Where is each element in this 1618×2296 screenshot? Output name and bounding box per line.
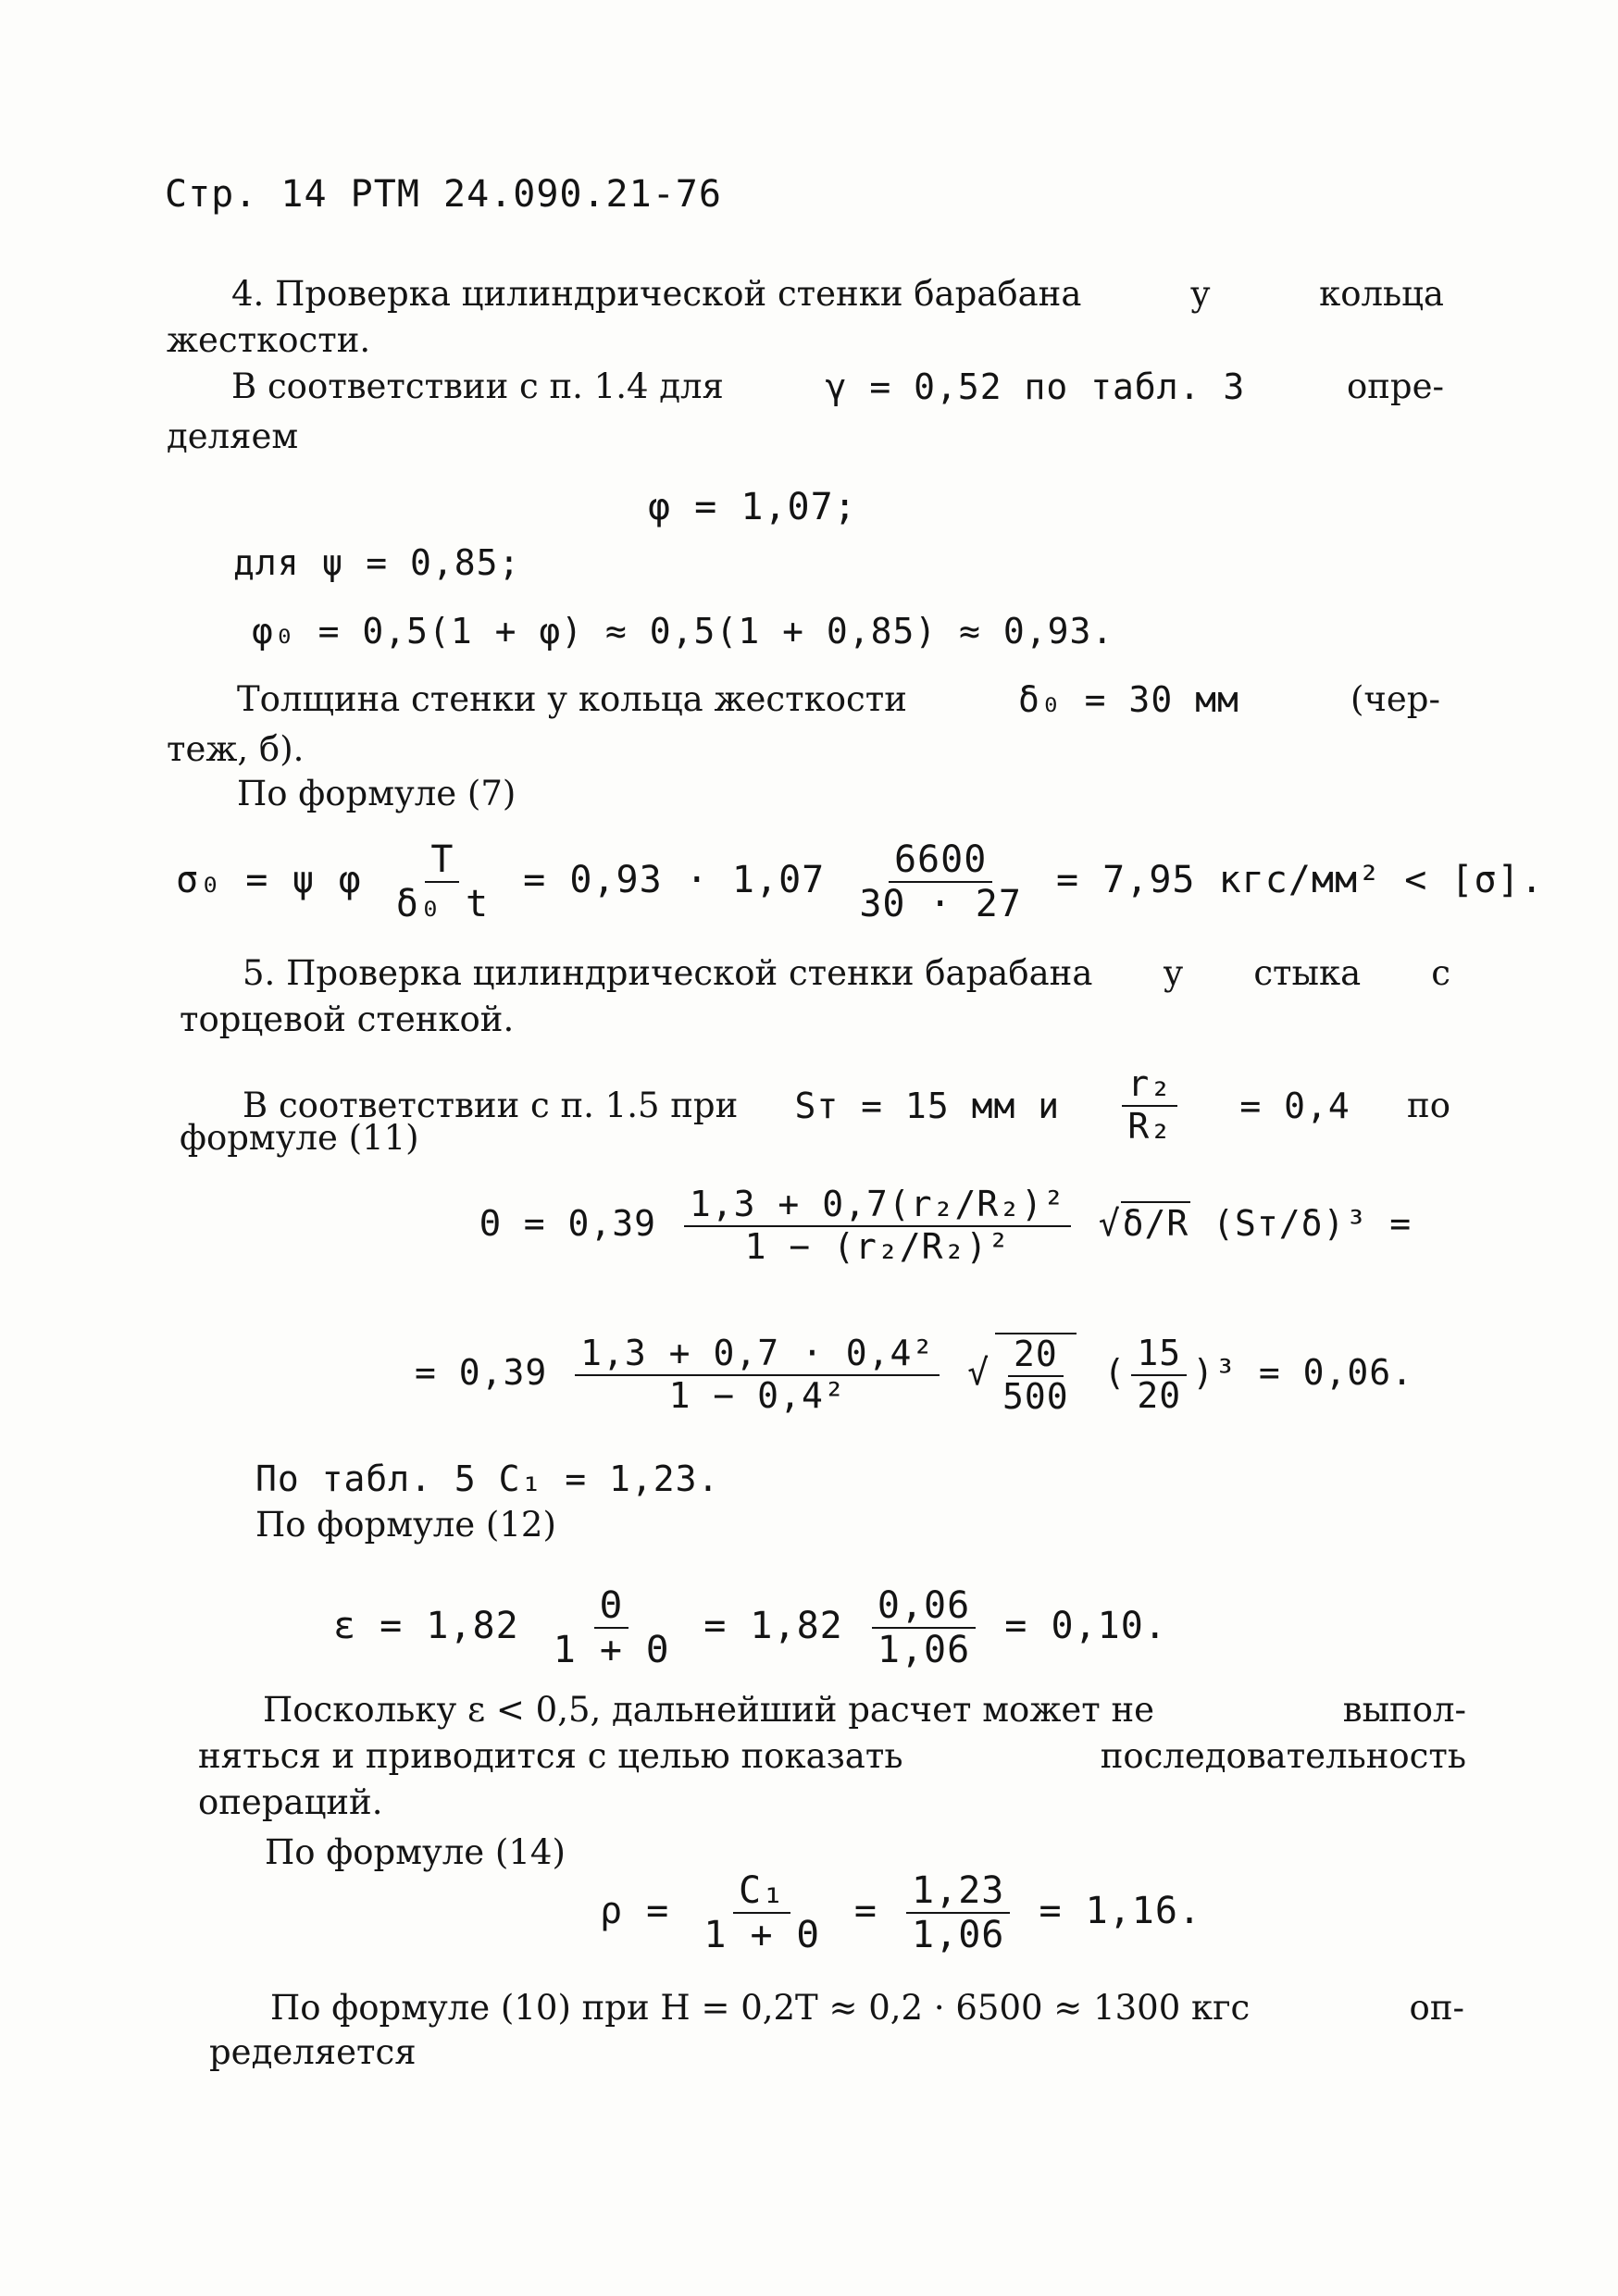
thickness-cont: теж, б). [167, 729, 305, 769]
thickness-text: Толщина стенки у кольца жесткости [237, 679, 907, 719]
note-line2 [198, 1736, 1466, 1777]
eq11b-paren [1131, 1334, 1187, 1416]
thickness-line [237, 679, 1440, 720]
formula7-label: По формуле (7) [237, 774, 517, 813]
st-value: Sт = 15 мм и [794, 1085, 1061, 1126]
paren-close: )³ [1192, 1352, 1237, 1394]
eq11-root: δ/R [1122, 1203, 1189, 1245]
section5-heading-word2: стыка [1253, 953, 1362, 993]
eq7-fraction1 [391, 838, 494, 925]
equation-11 [479, 1185, 1412, 1267]
section4-heading-cont: жесткости. [167, 320, 371, 360]
eq14-fraction2 [906, 1869, 1010, 1956]
eq11-paren: (Sт/δ)³ = [1213, 1203, 1413, 1245]
thickness-value: δ₀ = 30 мм [1018, 679, 1239, 720]
eq14-f2-num: 1,23 [906, 1869, 1010, 1914]
sqrt-icon: √ [1098, 1203, 1121, 1245]
note-line3: операций. [198, 1782, 383, 1822]
formula12-label: По формуле (12) [255, 1505, 556, 1545]
eq7-f1-num: T [425, 838, 459, 883]
eq11b-num: 1,3 + 0,7 · 0,4² [575, 1334, 940, 1376]
section5-line1 [243, 1064, 1450, 1147]
eq11-fraction [684, 1185, 1071, 1267]
formula10-line [270, 1988, 1464, 2029]
phi-equation: φ = 1,07; [648, 486, 857, 528]
gamma-value: γ = 0,52 по табл. 3 [825, 366, 1246, 407]
section4-line1 [231, 366, 1444, 407]
section5-heading-word: у [1163, 953, 1184, 993]
note-line2-end: последовательность [1100, 1736, 1466, 1776]
eq14-f2-den: 1,06 [912, 1914, 1005, 1956]
eq7-fraction2 [853, 838, 1027, 925]
eq7-rhs: = 7,95 кгс/мм² < [σ]. [1056, 859, 1544, 901]
section5-line1-end: по [1407, 1085, 1450, 1125]
section4-heading-text: 4. Проверка цилиндрической стенки барабана [231, 274, 1082, 314]
eq12-lhs: ε = 1,82 [333, 1605, 519, 1647]
eq11b-paren-num: 15 [1131, 1334, 1187, 1376]
equation-11b [415, 1333, 1413, 1417]
eq7-lhs: σ₀ = ψ φ [176, 859, 362, 901]
eq11b-root [995, 1333, 1077, 1417]
formula10-text: По формуле (10) при H = 0,2T ≈ 0,2 · 6500 ≈ 1300 кгс [270, 1988, 1251, 2028]
equation-14 [600, 1869, 1201, 1956]
eq11-num: 1,3 + 0,7(r₂/R₂)² [684, 1185, 1071, 1227]
phi0-equation: φ₀ = 0,5(1 + φ) ≈ 0,5(1 + 0,85) ≈ 0,93. [252, 611, 1114, 652]
formula14-label: По формуле (14) [265, 1832, 566, 1872]
eq11-den: 1 − (r₂/R₂)² [744, 1225, 1011, 1267]
section4-heading-word: у [1189, 274, 1211, 314]
eq7-mid: = 0,93 · 1,07 [523, 859, 826, 901]
section5-heading [243, 953, 1450, 994]
eq12-f1-num: Θ [594, 1584, 629, 1629]
section4-line1-text: В соответствии с п. 1.4 для [231, 366, 724, 406]
section5-line1-text: В соответствии с п. 1.5 при [243, 1085, 739, 1125]
eq12-rhs: = 0,10. [1004, 1605, 1167, 1647]
eq14-lhs: ρ = [600, 1890, 670, 1932]
eq12-f2-num: 0,06 [872, 1584, 976, 1629]
r-ratio-value: = 0,4 [1239, 1085, 1350, 1126]
eq14-f1-num: C₁ [733, 1869, 790, 1914]
table5-line: По табл. 5 C₁ = 1,23. [255, 1458, 720, 1499]
eq11b-lhs: = 0,39 [415, 1352, 548, 1394]
paren-open: ( [1103, 1352, 1126, 1394]
eq11b-root-num: 20 [1008, 1334, 1064, 1377]
r-ratio-den: R₂ [1127, 1105, 1173, 1147]
equation-7 [176, 838, 1544, 925]
eq14-f1-den: 1 + Θ [703, 1914, 820, 1956]
note-line1 [263, 1690, 1466, 1731]
eq11b-root-den: 500 [1002, 1375, 1069, 1417]
section5-heading-cont: торцевой стенкой. [180, 999, 515, 1039]
eq7-f2-den: 30 · 27 [859, 883, 1022, 925]
section4-line1-cont: деляем [167, 416, 299, 456]
section5-heading-text: 5. Проверка цилиндрической стенки барабана [243, 953, 1093, 993]
sqrt-icon: √ [967, 1352, 989, 1394]
eq14-mid: = [853, 1890, 877, 1932]
note-line2-text: няться и приводится с целью показать [198, 1736, 903, 1776]
section5-line1-cont: формуле (11) [180, 1118, 419, 1158]
eq11b-fraction [575, 1334, 940, 1416]
section4-heading [231, 274, 1444, 315]
eq12-fraction1 [548, 1584, 675, 1671]
eq11b-paren-den: 20 [1137, 1374, 1182, 1416]
eq12-f1-den: 1 + Θ [553, 1629, 670, 1671]
formula10-cont: ределяется [209, 2032, 417, 2072]
eq12-mid: = 1,82 [703, 1605, 843, 1647]
eq7-f2-num: 6600 [889, 838, 992, 883]
eq11b-rhs: = 0,06. [1258, 1352, 1413, 1394]
eq11b-den: 1 − 0,4² [668, 1374, 846, 1416]
r-ratio-num: r₂ [1122, 1064, 1177, 1107]
section4-heading-word2: кольца [1319, 274, 1444, 314]
eq14-fraction1 [698, 1869, 825, 1956]
eq12-fraction2 [872, 1584, 976, 1671]
eq12-f2-den: 1,06 [877, 1629, 971, 1671]
eq14-rhs: = 1,16. [1039, 1890, 1202, 1932]
r-ratio-fraction [1122, 1064, 1177, 1147]
note-line1-end: выпол- [1342, 1690, 1466, 1730]
section5-heading-word3: с [1431, 953, 1450, 993]
psi-equation: для ψ = 0,85; [233, 542, 521, 583]
note-line1-text: Поскольку ε < 0,5, дальнейший расчет может не [263, 1690, 1155, 1730]
section4-line1-end: опре- [1346, 366, 1444, 406]
page-header: Стр. 14 РТМ 24.090.21-76 [165, 173, 722, 216]
eq11-lhs: Θ = 0,39 [479, 1203, 657, 1245]
formula10-end: оп- [1409, 1988, 1464, 2028]
equation-12 [333, 1584, 1167, 1671]
eq7-f1-den: δ₀ t [395, 883, 490, 925]
thickness-ref: (чер- [1350, 679, 1440, 719]
